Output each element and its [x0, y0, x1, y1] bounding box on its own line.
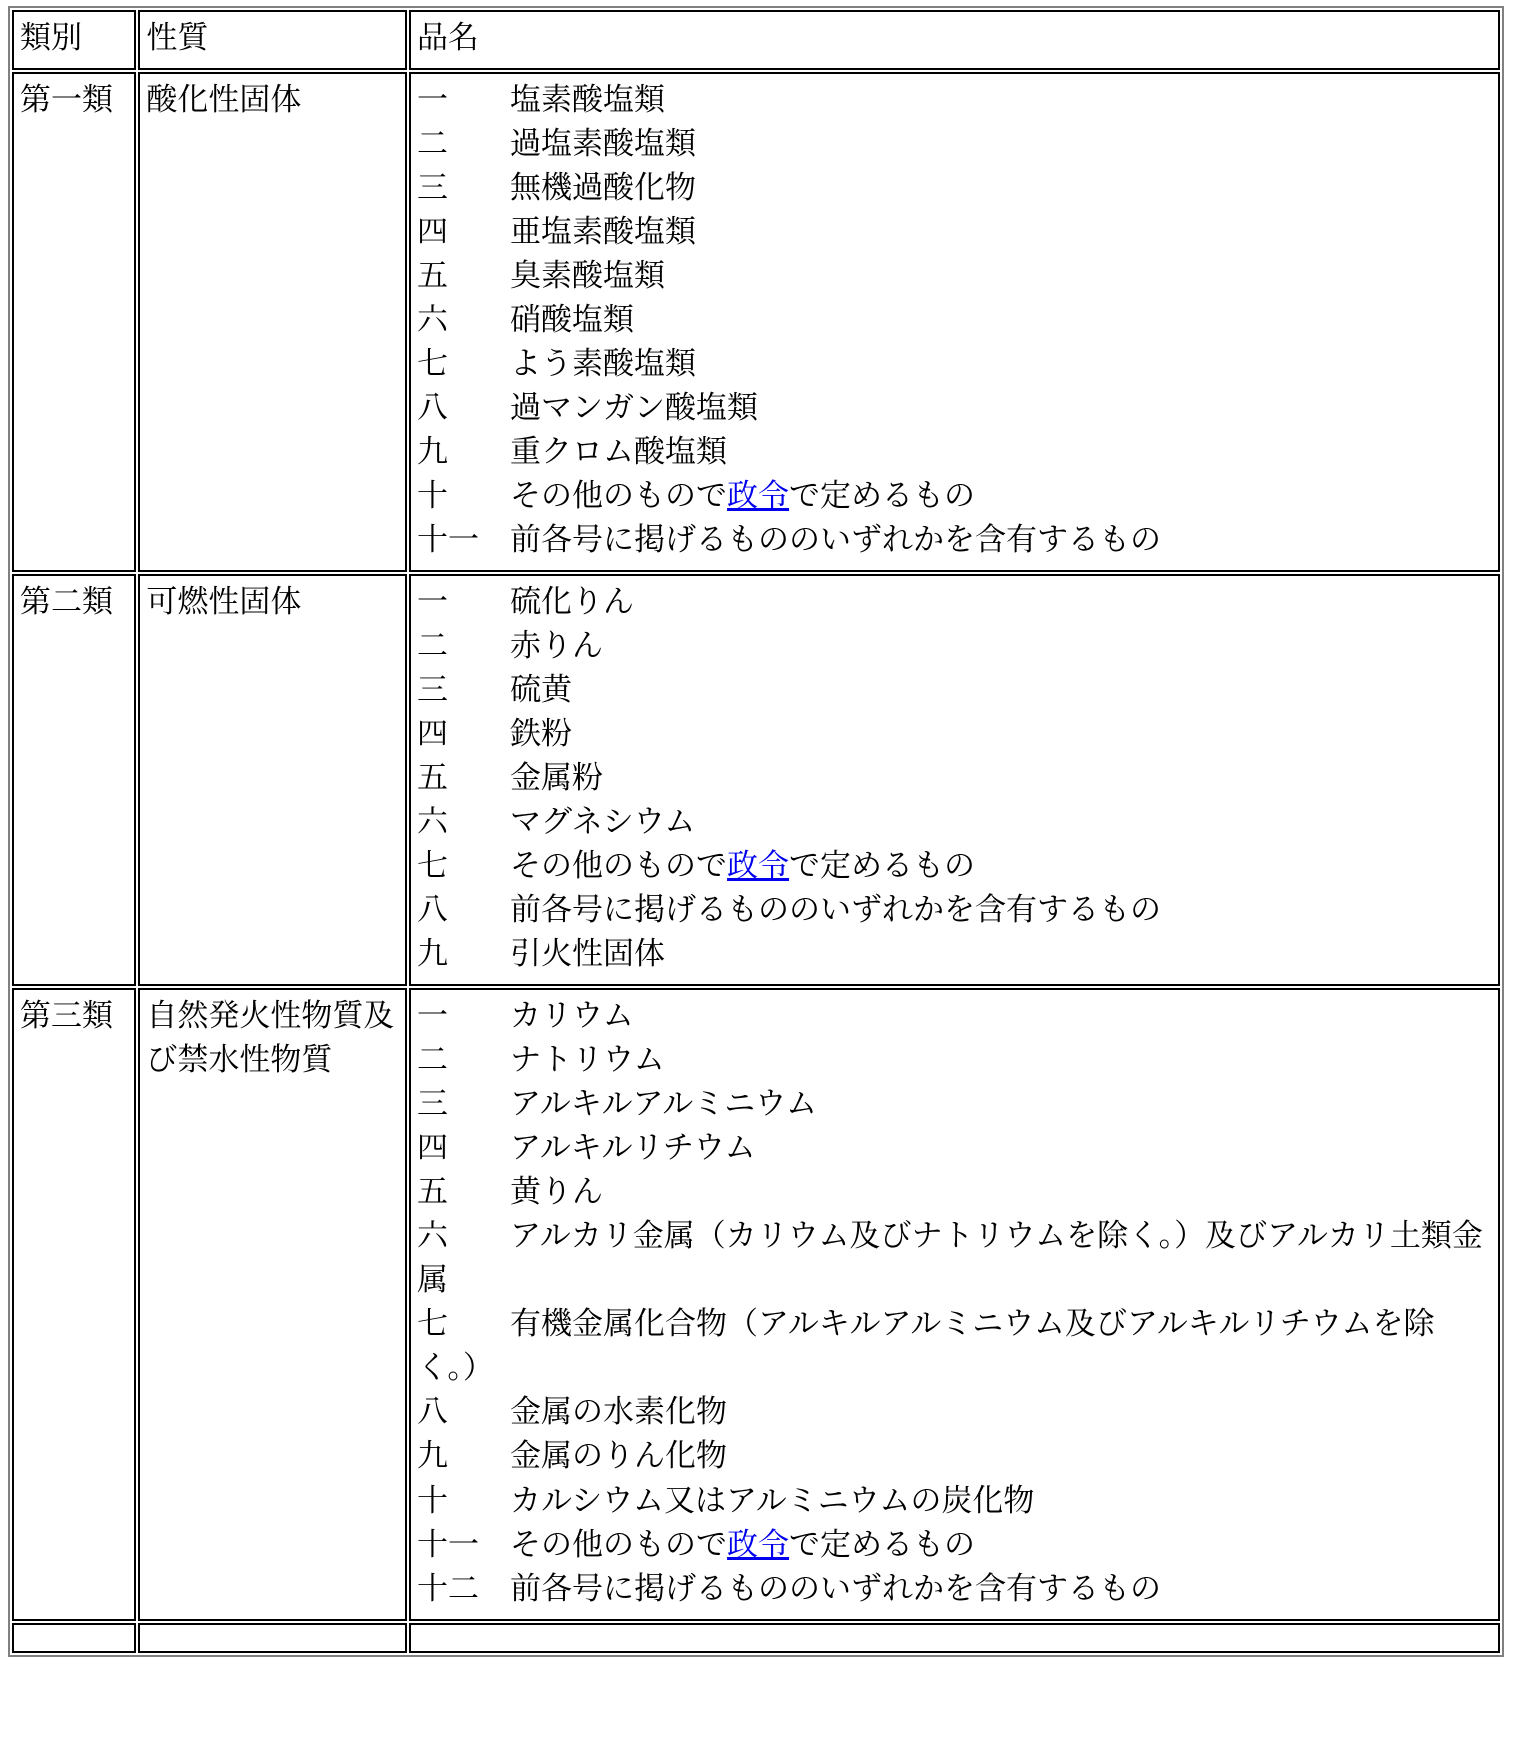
list-item-text: 黄りん [510, 1174, 604, 1211]
list-item [417, 844, 1492, 888]
table-body [12, 10, 1500, 1653]
list-item-number: 十一 [417, 522, 511, 559]
partial-cell-property [138, 1623, 407, 1653]
list-item-text: で定めるもの [789, 848, 976, 885]
list-item-number: 三 [417, 1086, 511, 1123]
list-item-number: 十 [417, 478, 511, 515]
list-item-text: カリウム [510, 998, 634, 1035]
hazmat-classification-table [8, 6, 1504, 1657]
list-item [417, 932, 1492, 976]
list-item [417, 166, 1492, 210]
list-item-text: で定めるもの [789, 1526, 976, 1563]
list-item-number: 八 [417, 390, 511, 427]
list-item-text: 鉄粉 [510, 716, 573, 753]
row-property-label: 可燃性固体 [138, 574, 407, 986]
list-item [417, 1082, 1492, 1126]
list-item [417, 1214, 1492, 1302]
list-item [417, 386, 1492, 430]
table-row [12, 574, 1500, 986]
row-class-label: 第二類 [12, 574, 136, 986]
table-row [12, 988, 1500, 1620]
list-item [417, 580, 1492, 624]
list-item-number: 一 [417, 584, 511, 621]
list-item-text: 過塩素酸塩類 [510, 126, 697, 163]
cabinet-order-link[interactable]: 政令 [727, 478, 790, 515]
list-item-number: 六 [417, 1218, 511, 1255]
list-item-number: 七 [417, 848, 511, 885]
list-item-number: 五 [417, 258, 511, 295]
list-item [417, 1038, 1492, 1082]
list-item [417, 1523, 1492, 1567]
list-item [417, 1390, 1492, 1434]
list-item-text: 過マンガン酸塩類 [510, 390, 759, 427]
list-item-text: 塩素酸塩類 [510, 82, 666, 119]
list-item-number: 十二 [417, 1570, 511, 1607]
list-item-text: 金属の水素化物 [510, 1394, 728, 1431]
row-class-label: 第一類 [12, 72, 136, 572]
list-item-text: 無機過酸化物 [510, 170, 697, 207]
list-item-text: 硝酸塩類 [510, 302, 635, 339]
list-item-text: で定めるもの [789, 478, 976, 515]
list-item [417, 78, 1492, 122]
list-item-number: 四 [417, 214, 511, 251]
list-item-text: 前各号に掲げるもののいずれかを含有するもの [510, 522, 1162, 559]
row-item-list-cell [409, 574, 1500, 986]
list-item-text: 有機金属化合物（アルキルアルミニウム及びアルキルリチウムを除く。） [417, 1306, 1435, 1387]
table-row [12, 72, 1500, 572]
list-item-number: 五 [417, 1174, 511, 1211]
list-item-number: 二 [417, 1042, 511, 1079]
list-item-text: ナトリウム [510, 1042, 665, 1079]
column-header-class: 類別 [12, 10, 136, 70]
list-item-number: 一 [417, 998, 511, 1035]
list-item [417, 624, 1492, 668]
list-item-number: 六 [417, 302, 511, 339]
list-item-text: 重クロム酸塩類 [510, 434, 728, 471]
partial-cell-items [409, 1623, 1500, 1653]
list-item-text: 硫化りん [510, 584, 635, 621]
list-item-text: その他のもので [510, 848, 728, 885]
list-item-number: 九 [417, 936, 511, 973]
list-item-text: 前各号に掲げるもののいずれかを含有するもの [510, 1570, 1162, 1607]
list-item [417, 888, 1492, 932]
list-item [417, 474, 1492, 518]
item-list [417, 994, 1492, 1610]
list-item [417, 712, 1492, 756]
list-item-number: 一 [417, 82, 511, 119]
table-row-partial-next [12, 1623, 1500, 1653]
list-item-text: マグネシウム [510, 804, 696, 841]
list-item-text: その他のもので [510, 1526, 728, 1563]
list-item-text: 引火性固体 [510, 936, 666, 973]
list-item-number: 二 [417, 126, 511, 163]
list-item-number: 三 [417, 170, 511, 207]
list-item-number: 八 [417, 892, 511, 929]
list-item [417, 342, 1492, 386]
list-item-text: 前各号に掲げるもののいずれかを含有するもの [510, 892, 1162, 929]
list-item-number: 十 [417, 1482, 511, 1519]
list-item-text: 金属粉 [510, 760, 604, 797]
list-item-text: その他のもので [510, 478, 728, 515]
cabinet-order-link[interactable]: 政令 [727, 848, 790, 885]
list-item-text: 臭素酸塩類 [510, 258, 666, 295]
list-item-number: 三 [417, 672, 511, 709]
list-item [417, 254, 1492, 298]
column-header-property: 性質 [138, 10, 407, 70]
list-item-number: 九 [417, 434, 511, 471]
list-item [417, 668, 1492, 712]
row-item-list-cell [409, 72, 1500, 572]
list-item [417, 1170, 1492, 1214]
list-item [417, 994, 1492, 1038]
list-item [417, 122, 1492, 166]
list-item-number: 四 [417, 716, 511, 753]
list-item [417, 1126, 1492, 1170]
list-item-text: アルカリ金属（カリウム及びナトリウムを除く。）及びアルカリ土類金属 [417, 1218, 1483, 1299]
list-item-text: カルシウム又はアルミニウムの炭化物 [510, 1482, 1035, 1519]
list-item-text: アルキルアルミニウム [510, 1086, 817, 1123]
partial-cell-class [12, 1623, 136, 1653]
list-item-number: 九 [417, 1438, 511, 1475]
item-list [417, 580, 1492, 976]
list-item-text: 赤りん [510, 628, 604, 665]
list-item-number: 四 [417, 1130, 511, 1167]
row-property-label: 自然発火性物質及び禁水性物質 [138, 988, 407, 1620]
list-item [417, 1479, 1492, 1523]
list-item-text: 硫黄 [510, 672, 573, 709]
list-item [417, 210, 1492, 254]
list-item-number: 六 [417, 804, 511, 841]
list-item [417, 1302, 1492, 1390]
row-class-label: 第三類 [12, 988, 136, 1620]
list-item [417, 518, 1492, 562]
list-item-number: 二 [417, 628, 511, 665]
list-item [417, 1567, 1492, 1611]
column-header-item-name: 品名 [409, 10, 1500, 70]
list-item-number: 七 [417, 346, 511, 383]
row-property-label: 酸化性固体 [138, 72, 407, 572]
list-item-text: 亜塩素酸塩類 [510, 214, 697, 251]
list-item [417, 298, 1492, 342]
list-item-text: アルキルリチウム [510, 1130, 756, 1167]
list-item [417, 430, 1492, 474]
cabinet-order-link[interactable]: 政令 [727, 1526, 790, 1563]
list-item-number: 十一 [417, 1526, 511, 1563]
list-item-number: 五 [417, 760, 511, 797]
list-item [417, 800, 1492, 844]
list-item [417, 756, 1492, 800]
list-item-text: よう素酸塩類 [510, 346, 697, 383]
list-item-text: 金属のりん化物 [510, 1438, 728, 1475]
list-item [417, 1434, 1492, 1478]
list-item-number: 七 [417, 1306, 511, 1343]
item-list [417, 78, 1492, 562]
list-item-number: 八 [417, 1394, 511, 1431]
table-header-row [12, 10, 1500, 70]
row-item-list-cell [409, 988, 1500, 1620]
